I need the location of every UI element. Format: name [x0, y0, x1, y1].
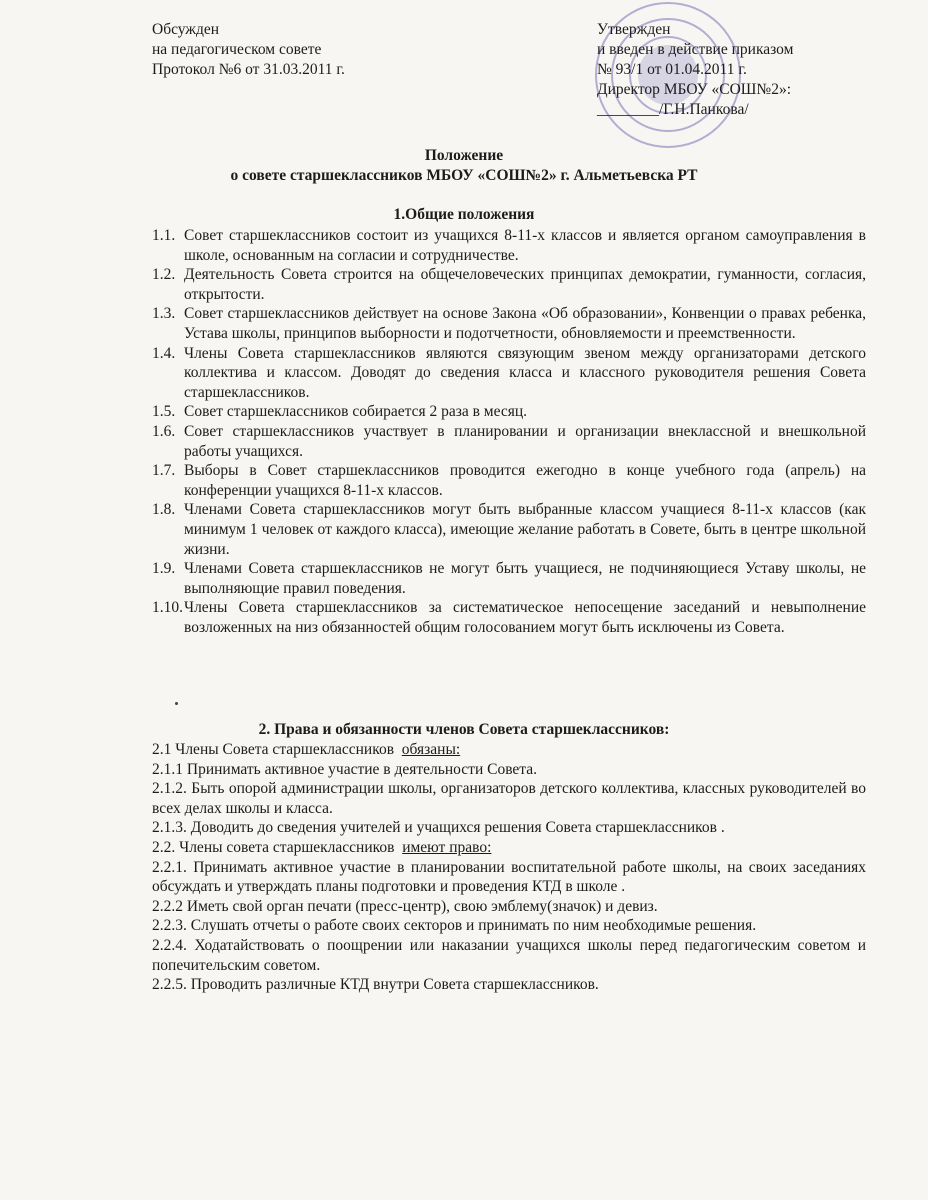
protocol-label: Протокол №6 от 31.03.2011 г. — [152, 61, 345, 78]
director-signature: ________/Г.Н.Панкова/ — [597, 101, 749, 118]
order-number: № 93/1 от 01.04.2011 г. — [597, 61, 747, 78]
item-text: Членами Совета старшеклассников не могут быть учащиеся, не подчиняющиеся Уставу школы, не выполняющие правил поведения. — [184, 560, 866, 597]
duties-prefix: 2.1 Члены Совета старшеклассников — [152, 741, 402, 758]
item-number: 1.1. — [152, 227, 176, 244]
paragraph: 2.2.2 Иметь свой орган печати (пресс-центр), свою эмблему(значок) и девиз. — [152, 897, 658, 915]
item-number: 1.2. — [152, 266, 176, 284]
section1-list — [152, 226, 866, 637]
item-text: Члены Совета старшеклассников являются связующим звеном между организаторами детского коллектива и классом. Доводят до сведения класса и классного руководителя решения Совета старшеклассников. — [184, 344, 866, 401]
duties-line — [152, 740, 866, 760]
list-item — [152, 461, 866, 500]
rights-underlined: имеют право: — [402, 838, 492, 856]
paragraph: 2.2.5. Проводить различные КТД внутри Совета старшеклассников. — [152, 976, 599, 994]
item-number: 1.10. — [152, 599, 183, 617]
item-text: Выборы в Совет старшеклассников проводится ежегодно в конце учебного года (апрель) на конференции учащихся 8-11-х классов. — [184, 462, 866, 499]
item-text: Совет старшеклассников действует на основе Закона «Об образовании», Конвенции о правах ребенка, Устава школы, принципов выборности и подотчетности, обновляемости и преемственности. — [184, 305, 866, 342]
rights-line — [152, 838, 866, 858]
list-item — [152, 422, 866, 461]
council-label: на педагогическом совете — [152, 41, 322, 58]
item-number: 1.3. — [152, 305, 176, 323]
item-number: 1.4. — [152, 344, 176, 362]
section2-body — [152, 740, 866, 995]
item-text: Деятельность Совета строится на общечеловеческих принципах демократии, гуманности, согласия, открытости. — [184, 266, 866, 303]
item-number: 1.6. — [152, 422, 176, 440]
paragraph: 2.2.3. Слушать отчеты о работе своих секторов и принимать по ним необходимые решения. — [152, 917, 757, 935]
rights-prefix: 2.2. Члены совета старшеклассников — [152, 838, 403, 856]
item-text: Члены Совета старшеклассников за систематическое непосещение заседаний и невыполнение возложенных на низ обязанностей общим голосованием могут быть исключены из Совета. — [184, 599, 866, 636]
order-label: и введен в действие приказом — [597, 41, 794, 58]
list-item — [152, 304, 866, 343]
paragraph: 2.1.1 Принимать активное участие в деятельности Совета. — [152, 760, 538, 778]
list-item — [152, 598, 866, 637]
document-title: Положение — [424, 147, 504, 164]
item-text: Совет старшеклассников участвует в планировании и организации внеклассной и внешкольной работы учащихся. — [184, 422, 866, 460]
director-label: Директор МБОУ «СОШ№2»: — [597, 81, 792, 98]
paragraph: 2.2.1. Принимать активное участие в планировании воспитательной работе школы, на своих заседаниях обсуждать и утверждать планы подготовки и проведения КТД в школе . — [152, 858, 866, 896]
item-text: Членами Совета старшеклассников могут быть выбранные классом учащиеся 8-11-х классов (как минимум 1 человек от каждого класса), имеющие желание работать в Совете, быть в центре школьной жизни. — [184, 501, 866, 558]
document-subtitle: о совете старшеклассников МБОУ «СОШ№2» г. Альметьевска РТ — [230, 167, 698, 184]
paragraph: 2.1.2. Быть опорой администрации школы, организаторов детского коллектива, классных руководителей во всех делах школы и класса. — [152, 780, 866, 817]
list-item — [152, 226, 866, 265]
list-item — [152, 559, 866, 598]
section2-heading: 2. Права и обязанности членов Совета старшеклассников: — [258, 721, 670, 738]
approval-right-block — [597, 20, 793, 120]
approval-left-block — [152, 20, 345, 80]
item-number: 1.7. — [152, 462, 176, 480]
stray-dot — [175, 702, 178, 705]
list-item — [152, 265, 866, 304]
item-number: 1.9. — [152, 560, 176, 578]
item-text: Совет старшеклассников состоит из учащихся 8-11-х классов и является органом самоуправления в школе, основанным на согласии и сотрудничестве. — [184, 227, 866, 264]
duties-underlined: обязаны: — [401, 741, 461, 758]
list-item — [152, 500, 866, 559]
paragraph: 2.2.4. Ходатайствовать о поощрении или наказании учащихся школы перед педагогическим советом и попечительским советом. — [152, 936, 866, 974]
approved-label: Утвержден — [597, 21, 671, 38]
list-item — [152, 344, 866, 403]
item-number: 1.5. — [152, 403, 176, 421]
list-item — [152, 402, 866, 422]
discussed-label: Обсужден — [152, 21, 220, 38]
item-number: 1.8. — [152, 501, 176, 519]
item-text: Совет старшеклассников собирается 2 раза в месяц. — [184, 403, 528, 421]
section1-heading: 1.Общие положения — [393, 206, 535, 223]
paragraph: 2.1.3. Доводить до сведения учителей и учащихся решения Совета старшеклассников . — [152, 819, 725, 837]
